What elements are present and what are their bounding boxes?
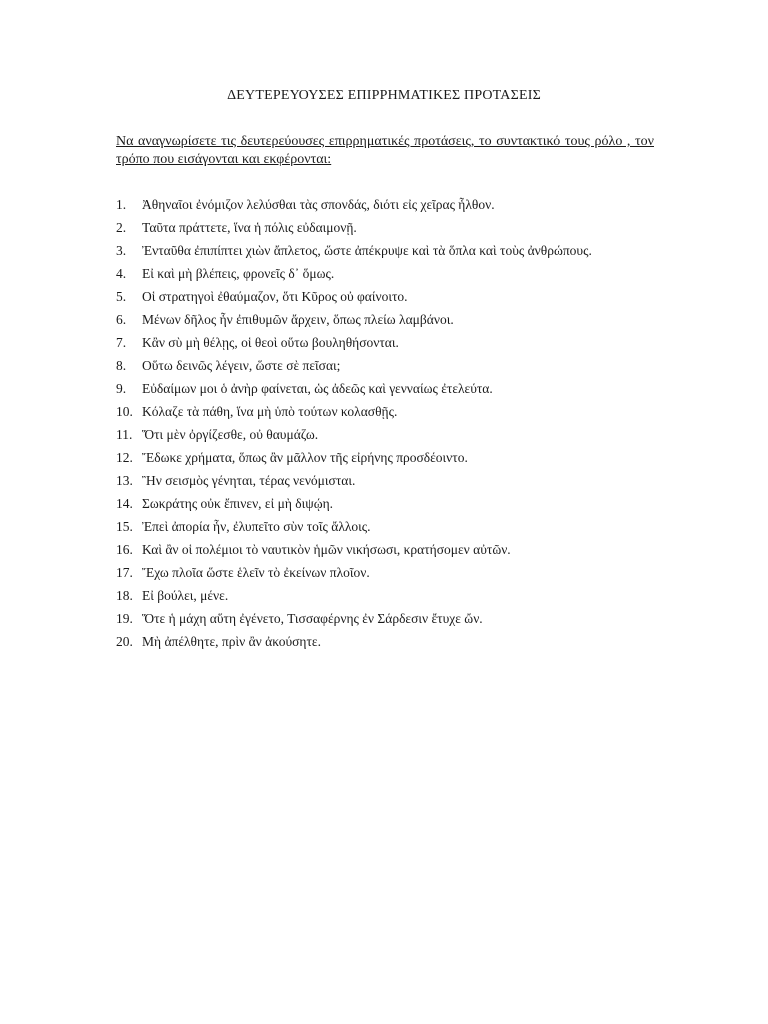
item-number: 1. bbox=[116, 197, 127, 212]
item-text: Ἀθηναῖοι ἐνόμιζον λελύσθαι τὰς σπονδάς, διότι εἰς χεῖρας ἦλθον. bbox=[142, 197, 495, 212]
item-text: Κἂν σὺ μὴ θέλῃς, οἱ θεοὶ οὕτω βουληθήσονται. bbox=[142, 335, 399, 350]
list-item bbox=[116, 311, 666, 329]
list-item bbox=[116, 518, 666, 536]
item-text: Εὐδαίμων μοι ὁ ἀνὴρ φαίνεται, ὡς ἀδεῶς καὶ γενναίως ἐτελεύτα. bbox=[142, 381, 493, 396]
list-item bbox=[116, 495, 666, 513]
item-text: Οὕτω δεινῶς λέγειν, ὥστε σὲ πεῖσαι; bbox=[142, 358, 341, 373]
item-number: 17. bbox=[116, 565, 133, 580]
list-item bbox=[116, 541, 666, 559]
list-item bbox=[116, 219, 666, 237]
list-item bbox=[116, 587, 666, 605]
item-number: 14. bbox=[116, 496, 133, 511]
item-number: 2. bbox=[116, 220, 127, 235]
document-title: ΔΕΥΤΕΡΕΥΟΥΣΕΣ ΕΠΙΡΡΗΜΑΤΙΚΕΣ ΠΡΟΤΑΣΕΙΣ bbox=[227, 88, 541, 103]
item-number: 6. bbox=[116, 312, 127, 327]
list-item bbox=[116, 633, 666, 651]
item-number: 11. bbox=[116, 427, 133, 442]
list-item bbox=[116, 403, 666, 421]
item-number: 8. bbox=[116, 358, 127, 373]
item-number: 16. bbox=[116, 542, 133, 557]
item-number: 4. bbox=[116, 266, 127, 281]
exercise-list bbox=[116, 196, 666, 656]
item-text: Εἰ βούλει, μένε. bbox=[142, 588, 229, 603]
list-item bbox=[116, 265, 666, 283]
instructions-text: Να αναγνωρίσετε τις δευτερεύουσες επιρρηματικές προτάσεις, το συντακτικό τους ρόλο , τον τρόπο που εισάγονται και εκφέρονται: bbox=[116, 134, 654, 167]
item-number: 9. bbox=[116, 381, 127, 396]
list-item bbox=[116, 288, 666, 306]
item-number: 20. bbox=[116, 634, 133, 649]
item-number: 5. bbox=[116, 289, 127, 304]
item-text: Κόλαζε τὰ πάθη, ἵνα μὴ ὑπὸ τούτων κολασθῇς. bbox=[142, 404, 398, 419]
item-number: 10. bbox=[116, 404, 133, 419]
item-text: Οἱ στρατηγοὶ ἐθαύμαζον, ὅτι Κῦρος οὐ φαίνοιτο. bbox=[142, 289, 408, 304]
item-text: Μὴ ἀπέλθητε, πρὶν ἂν ἀκούσητε. bbox=[142, 634, 321, 649]
item-text: Ἐνταῦθα ἐπιπίπτει χιὼν ἄπλετος, ὥστε ἀπέκρυψε καὶ τὰ ὅπλα καὶ τοὺς ἀνθρώπους. bbox=[142, 243, 592, 258]
list-item bbox=[116, 242, 666, 260]
item-number: 19. bbox=[116, 611, 133, 626]
item-number: 13. bbox=[116, 473, 133, 488]
item-text: Ἐπεὶ ἀπορία ἦν, ἐλυπεῖτο σὺν τοῖς ἄλλοις. bbox=[142, 519, 371, 534]
item-number: 15. bbox=[116, 519, 133, 534]
item-text: Ἔδωκε χρήματα, ὅπως ἂν μᾶλλον τῆς εἰρήνης προσδέοιντο. bbox=[142, 450, 468, 465]
list-item bbox=[116, 380, 666, 398]
list-item bbox=[116, 196, 666, 214]
list-item bbox=[116, 357, 666, 375]
list-item bbox=[116, 426, 666, 444]
item-number: 18. bbox=[116, 588, 133, 603]
list-item bbox=[116, 472, 666, 490]
list-item bbox=[116, 610, 666, 628]
item-text: Εἰ καὶ μὴ βλέπεις, φρονεῖς δ᾽ ὅμως. bbox=[142, 266, 335, 281]
list-item bbox=[116, 449, 666, 467]
item-text: Ὅτε ἡ μάχη αὕτη ἐγένετο, Τισσαφέρνης ἐν Σάρδεσιν ἔτυχε ὤν. bbox=[142, 611, 483, 626]
item-number: 7. bbox=[116, 335, 127, 350]
item-text: Ταῦτα πράττετε, ἵνα ἡ πόλις εὐδαιμονῇ. bbox=[142, 220, 357, 235]
item-text: Ἔχω πλοῖα ὥστε ἑλεῖν τὸ ἐκείνων πλοῖον. bbox=[142, 565, 370, 580]
item-text: Καὶ ἂν οἱ πολέμιοι τὸ ναυτικὸν ἡμῶν νικήσωσι, κρατήσομεν αὐτῶν. bbox=[142, 542, 511, 557]
item-text: Μένων δῆλος ἦν ἐπιθυμῶν ἄρχειν, ὅπως πλείω λαμβάνοι. bbox=[142, 312, 454, 327]
list-item bbox=[116, 334, 666, 352]
item-text: Σωκράτης οὐκ ἔπινεν, εἰ μὴ διψῴη. bbox=[142, 496, 334, 511]
item-number: 12. bbox=[116, 450, 133, 465]
list-item bbox=[116, 564, 666, 582]
item-number: 3. bbox=[116, 243, 127, 258]
item-text: Ὅτι μὲν ὀργίζεσθε, οὐ θαυμάζω. bbox=[142, 427, 319, 442]
item-text: Ἢν σεισμὸς γένηται, τέρας νενόμισται. bbox=[142, 473, 356, 488]
